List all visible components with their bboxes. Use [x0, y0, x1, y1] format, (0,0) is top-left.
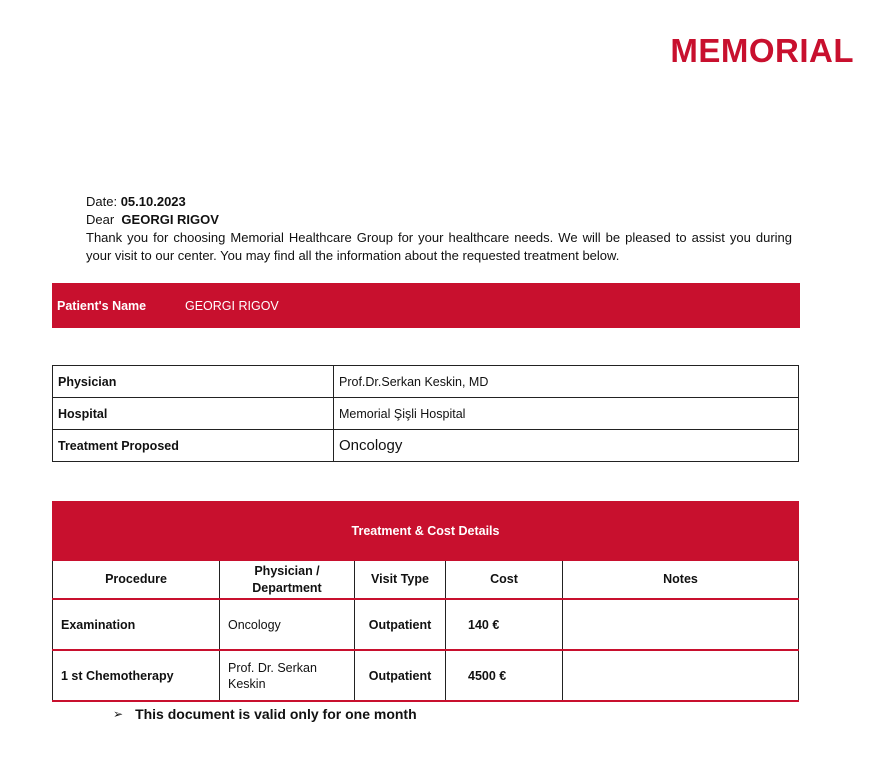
treatment-info-table	[52, 365, 799, 462]
letter-intro	[86, 193, 792, 265]
date-value: 05.10.2023	[120, 194, 186, 209]
table-row	[53, 650, 799, 701]
validity-note-text: This document is valid only for one month	[135, 706, 417, 722]
header-physician: Physician / Department	[220, 561, 355, 599]
info-key: Physician	[53, 366, 334, 398]
header-visit-type: Visit Type	[355, 561, 446, 599]
header-notes: Notes	[563, 561, 799, 599]
patient-name-label: Patient's Name	[57, 298, 147, 313]
patient-name-bar	[52, 283, 800, 328]
cost-header-row	[53, 561, 799, 599]
table-row	[53, 599, 799, 650]
header-procedure: Procedure	[53, 561, 220, 599]
cell-visit-type: Outpatient	[355, 650, 446, 701]
cell-procedure: Examination	[53, 599, 220, 650]
arrow-bullet-icon: ➢	[113, 707, 124, 721]
cell-cost: 4500 €	[446, 650, 563, 701]
dear-label: Dear	[86, 212, 115, 227]
cell-physician: Prof. Dr. Serkan Keskin	[220, 650, 355, 701]
cost-details-section	[52, 501, 799, 702]
info-key: Treatment Proposed	[53, 430, 334, 462]
date-line	[86, 193, 792, 211]
cell-notes	[563, 650, 799, 701]
cost-table	[52, 561, 799, 702]
patient-name-value: GEORGI RIGOV	[185, 298, 279, 313]
info-row-treatment	[53, 430, 799, 462]
cell-procedure: 1 st Chemotherapy	[53, 650, 220, 701]
cell-cost: 140 €	[446, 599, 563, 650]
cell-visit-type: Outpatient	[355, 599, 446, 650]
info-row-hospital	[53, 398, 799, 430]
date-label: Date:	[86, 194, 118, 209]
info-value: Prof.Dr.Serkan Keskin, MD	[334, 366, 799, 398]
cell-notes	[563, 599, 799, 650]
info-value: Memorial Şişli Hospital	[334, 398, 799, 430]
info-value: Oncology	[334, 430, 799, 462]
info-row-physician	[53, 366, 799, 398]
dear-name: GEORGI RIGOV	[121, 212, 219, 227]
cost-details-title: Treatment & Cost Details	[52, 501, 799, 561]
info-key: Hospital	[53, 398, 334, 430]
memorial-logo: MEMORIAL	[670, 32, 854, 69]
letter-body: Thank you for choosing Memorial Healthcare Group for your healthcare needs. We will be pleased to assist you during your visit to our center. You may find all the information about the requested treatment below.	[86, 230, 792, 263]
cell-physician: Oncology	[220, 599, 355, 650]
validity-note	[113, 706, 417, 722]
header-cost: Cost	[446, 561, 563, 599]
greeting-line	[86, 211, 792, 229]
